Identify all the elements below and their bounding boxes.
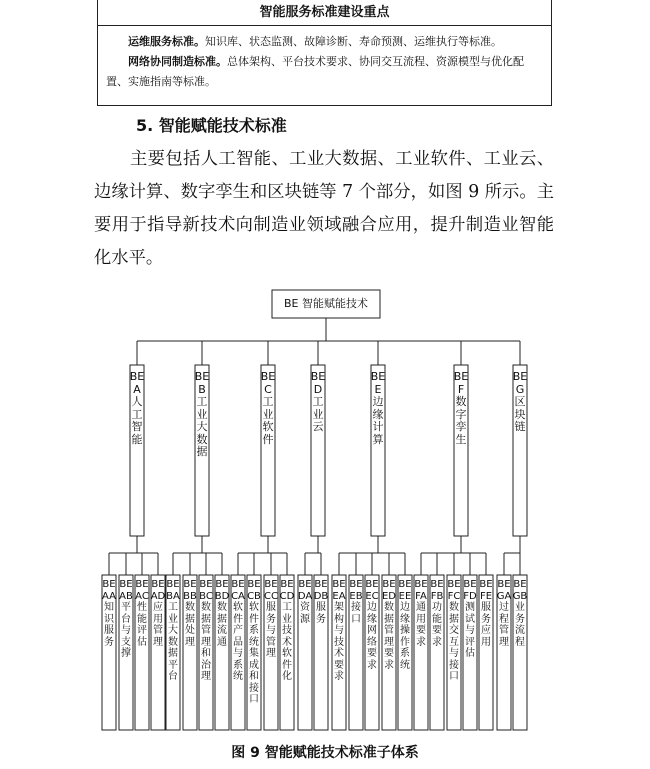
child-label-beaa: BEAA 知识服务 xyxy=(102,579,116,648)
child-label-bebd: BEBD 数据流通 xyxy=(214,579,230,648)
child-label-becc: BECC 服务与管理 xyxy=(264,579,278,659)
group-label-bec: BEC 工业软件 xyxy=(260,370,276,446)
child-label-beea: BEEA 架构与技术要求 xyxy=(332,579,346,682)
section-paragraph: 主要包括人工智能、工业大数据、工业软件、工业云、边缘计算、数字孪生和区块链等 7 个部分，如图 9 所示。主要用于指导新技术向制造业领域融合应用，提升制造业智能化水平。 xyxy=(94,149,554,268)
child-label-befb: BEFB 功能要求 xyxy=(430,579,444,648)
child-label-begb: BEGB 业务流程 xyxy=(512,579,528,648)
key-point-1-label: 运维服务标准。 xyxy=(128,35,205,48)
child-label-beca: BECA 软件产品与系统 xyxy=(231,579,245,682)
child-label-beed: BEED 数据管理要求 xyxy=(381,579,397,671)
child-label-beda: BEDA 资源 xyxy=(297,579,313,625)
child-label-becb: BECB 软件系统集成和接口 xyxy=(247,579,261,705)
key-points-title: 智能服务标准建设重点 xyxy=(98,0,551,26)
child-label-befe: BEFE 服务应用 xyxy=(479,579,493,648)
figure-caption: 图 9 智能赋能技术标准子体系 xyxy=(231,745,419,761)
child-label-befa: BEFA 通用要求 xyxy=(414,579,428,648)
group-label-beb: BEB 工业大数据 xyxy=(194,370,210,458)
child-label-beee: BEEE 边缘操作系统 xyxy=(398,579,412,671)
child-label-bega: BEGA 过程管理 xyxy=(496,579,512,648)
child-label-bead: BEAD 应用管理 xyxy=(150,579,166,648)
child-label-bebc: BEBC 数据管理和治理 xyxy=(199,579,213,682)
group-label-bed: BED 工业云 xyxy=(310,370,326,433)
child-label-beeb: BEEB 接口 xyxy=(349,579,363,625)
group-label-bee: BEE 边缘计算 xyxy=(370,370,386,446)
root-box-label: BE 智能赋能技术 xyxy=(284,297,368,310)
child-label-beec: BEEC 边缘网络要求 xyxy=(365,579,379,671)
child-label-beac: BEAC 性能评估 xyxy=(135,579,149,648)
child-label-beba: BEBA 工业大数据平台 xyxy=(166,579,180,682)
child-label-bebb: BEBB 数据处理 xyxy=(183,579,197,648)
key-point-1-text: 知识库、状态监测、故障诊断、寿命预测、运维执行等标准。 xyxy=(205,35,502,48)
key-point-2-text: 总体架构、平台技术要求、协同交互流程、资源模型与优化配置、实施指南等标准。 xyxy=(106,55,524,88)
child-label-befd: BEFD 测试与评估 xyxy=(463,579,477,659)
key-point-2-label: 网络协同制造标准。 xyxy=(128,55,227,68)
child-label-becd: BECD 工业技术软件化 xyxy=(279,579,295,682)
child-label-bedb: BEDB 服务 xyxy=(313,579,329,625)
child-label-beab: BEAB 平台与支撑 xyxy=(119,579,133,659)
child-label-befc: BEFC 数据交互与接口 xyxy=(447,579,461,682)
group-label-bea: BEA 人工智能 xyxy=(129,370,145,446)
group-label-bef: BEF 数字孪生 xyxy=(453,370,469,446)
section-heading: 5. 智能赋能技术标准 xyxy=(136,116,287,135)
group-label-beg: BEG 区块链 xyxy=(512,370,528,433)
